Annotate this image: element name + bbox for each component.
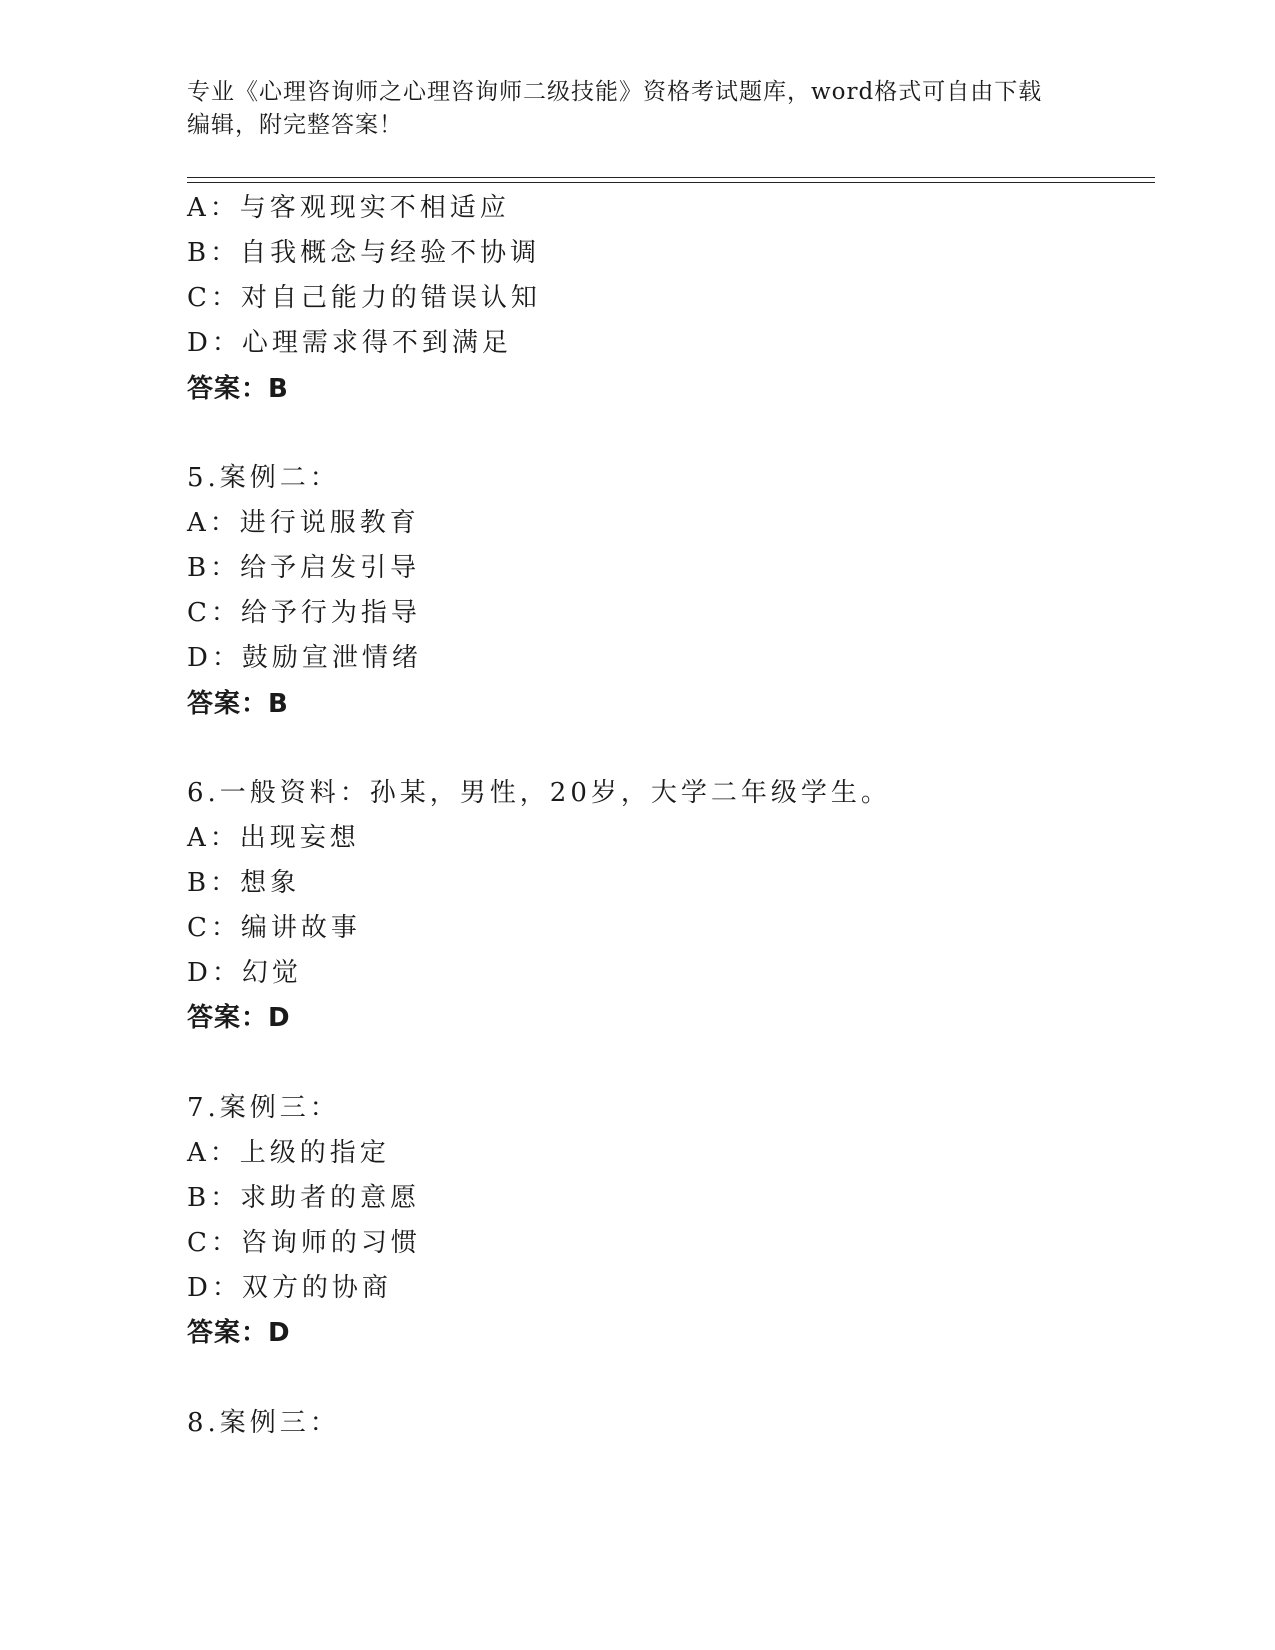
q6-title: 6.一般资料：孙某，男性，20岁，大学二年级学生。 xyxy=(187,778,891,808)
q5-answer: 答案：B xyxy=(187,689,289,719)
q4-option-c: C：对自己能力的错误认知 xyxy=(187,283,541,313)
q7-option-a: A：上级的指定 xyxy=(187,1138,390,1168)
header-line-1: 专业《心理咨询师之心理咨询师二级技能》资格考试题库，word格式可自由下载 xyxy=(187,79,1043,105)
q5-option-d: D：鼓励宣泄情绪 xyxy=(187,643,422,673)
q5-title: 5.案例二： xyxy=(187,463,340,493)
q6-answer: 答案：D xyxy=(187,1003,291,1033)
q4-option-b: B：自我概念与经验不协调 xyxy=(187,238,541,268)
q7-answer: 答案：D xyxy=(187,1318,291,1348)
header-divider-bottom xyxy=(187,182,1155,183)
q5-option-b: B：给予启发引导 xyxy=(187,553,421,583)
q6-option-b: B：想象 xyxy=(187,868,301,898)
q6-option-c: C：编讲故事 xyxy=(187,913,361,943)
q6-option-d: D：幻觉 xyxy=(187,958,302,988)
q7-option-d: D：双方的协商 xyxy=(187,1273,392,1303)
q4-option-d: D：心理需求得不到满足 xyxy=(187,328,512,358)
q6-option-a: A：出现妄想 xyxy=(187,823,360,853)
q7-title: 7.案例三： xyxy=(187,1093,340,1123)
q4-option-a: A：与客观现实不相适应 xyxy=(187,193,510,223)
q7-option-c: C：咨询师的习惯 xyxy=(187,1228,421,1258)
header-divider-top xyxy=(187,177,1155,178)
header-line-2: 编辑，附完整答案！ xyxy=(187,112,403,138)
q5-option-a: A：进行说服教育 xyxy=(187,508,420,538)
q7-option-b: B：求助者的意愿 xyxy=(187,1183,421,1213)
q5-option-c: C：给予行为指导 xyxy=(187,598,421,628)
document-header xyxy=(187,76,1067,142)
q4-answer: 答案：B xyxy=(187,374,289,404)
q8-title: 8.案例三： xyxy=(187,1408,340,1438)
